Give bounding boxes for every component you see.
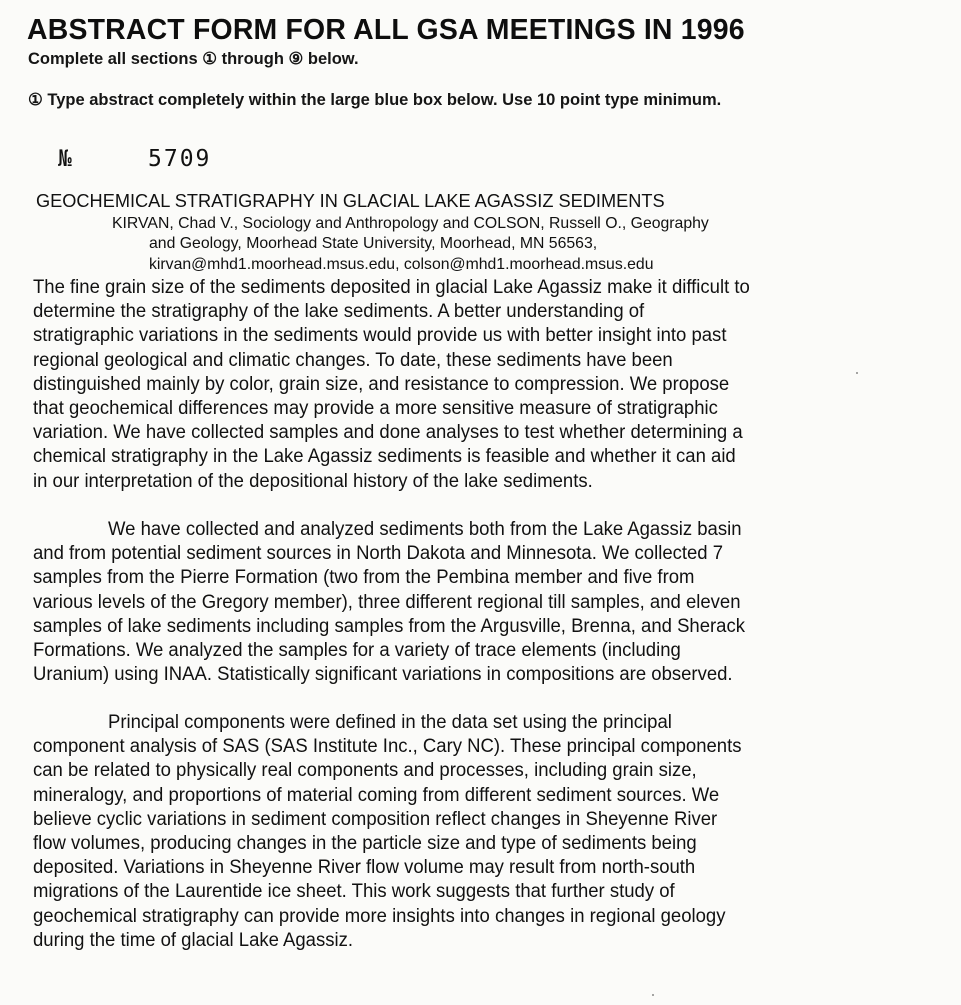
abstract-body-line: Uranium) using INAA. Statistically significant variations in compositions are observed. (33, 664, 733, 686)
abstract-body-line: variation. We have collected samples and done analyses to test whether determining a (33, 422, 743, 444)
abstract-body-line: samples from the Pierre Formation (two from the Pembina member and five from (33, 567, 695, 589)
abstract-body-line: We have collected and analyzed sediments both from the Lake Agassiz basin (108, 519, 742, 540)
abstract-body-line: and from potential sediment sources in North Dakota and Minnesota. We collected 7 (33, 543, 724, 565)
abstract-body-line: stratigraphic variations in the sediments would provide us with better insight into past (33, 325, 727, 347)
author-line: kirvan@mhd1.moorhead.msus.edu, colson@mhd1.moorhead.msus.edu (149, 256, 654, 273)
abstract-body-line: samples of lake sediments including samples from the Argusville, Brenna, and Sherack (33, 615, 745, 637)
abstract-body-line: migrations of the Laurentide ice sheet. This work suggests that further study of (33, 881, 675, 903)
abstract-body-line: Principal components were defined in the data set using the principal (108, 712, 672, 733)
abstract-body-line: in our interpretation of the depositional history of the lake sediments. (33, 470, 593, 492)
abstract-body-line: mineralogy, and proportions of material coming from different sediment sources. We (33, 784, 720, 806)
abstract-body-line: distinguished mainly by color, grain size, and resistance to compression. We propose (33, 373, 730, 395)
author-line: KIRVAN, Chad V., Sociology and Anthropology and COLSON, Russell O., Geography (112, 215, 709, 232)
abstract-body-line: component analysis of SAS (SAS Institute Inc., Cary NC). These principal components (33, 736, 742, 758)
author-line: and Geology, Moorhead State University, Moorhead, MN 56563, (149, 235, 598, 252)
abstract-body-line: Formations. We analyzed the samples for a variety of trace elements (including (33, 640, 681, 661)
form-step-1-instruction: ① Type abstract completely within the large blue box below. Use 10 point type minimum. (28, 91, 722, 109)
abstract-body-line: The fine grain size of the sediments deposited in glacial Lake Agassiz make it difficult to (33, 277, 750, 298)
abstract-body-line: believe cyclic variations in sediment composition reflect changes in Sheyenne River (33, 808, 718, 830)
scan-speck (856, 372, 858, 374)
abstract-body-line: geochemical stratigraphy can provide more insights into changes in regional geology (33, 905, 726, 927)
form-title: ABSTRACT FORM FOR ALL GSA MEETINGS IN 1996 (27, 14, 745, 46)
abstract-body-line: during the time of glacial Lake Agassiz. (33, 929, 353, 951)
number-sign: № (58, 146, 72, 172)
abstract-body-line: regional geological and climatic changes. To date, these sediments have been (33, 349, 673, 371)
form-instruction: Complete all sections ① through ⑨ below. (28, 50, 359, 68)
abstract-body-line: deposited. Variations in Sheyenne River flow volume may result from north-south (33, 857, 696, 879)
abstract-body-line: various levels of the Gregory member), three different regional till samples, and eleven (33, 591, 741, 613)
scan-speck (652, 994, 654, 996)
abstract-body-line: determine the stratigraphy of the lake sediments. A better understanding of (33, 301, 645, 323)
abstract-body-line: chemical stratigraphy in the Lake Agassiz sediments is feasible and whether it can aid (33, 446, 736, 468)
abstract-title: GEOCHEMICAL STRATIGRAPHY IN GLACIAL LAKE AGASSIZ SEDIMENTS (36, 191, 665, 211)
abstract-body-line: flow volumes, producing changes in the particle size and type of sediments being (33, 833, 697, 854)
abstract-body-line: can be related to physically real components and processes, including grain size, (33, 760, 697, 782)
abstract-body-line: that geochemical differences may provide a more sensitive measure of stratigraphic (33, 398, 718, 419)
abstract-number-value: 5709 (148, 146, 212, 172)
